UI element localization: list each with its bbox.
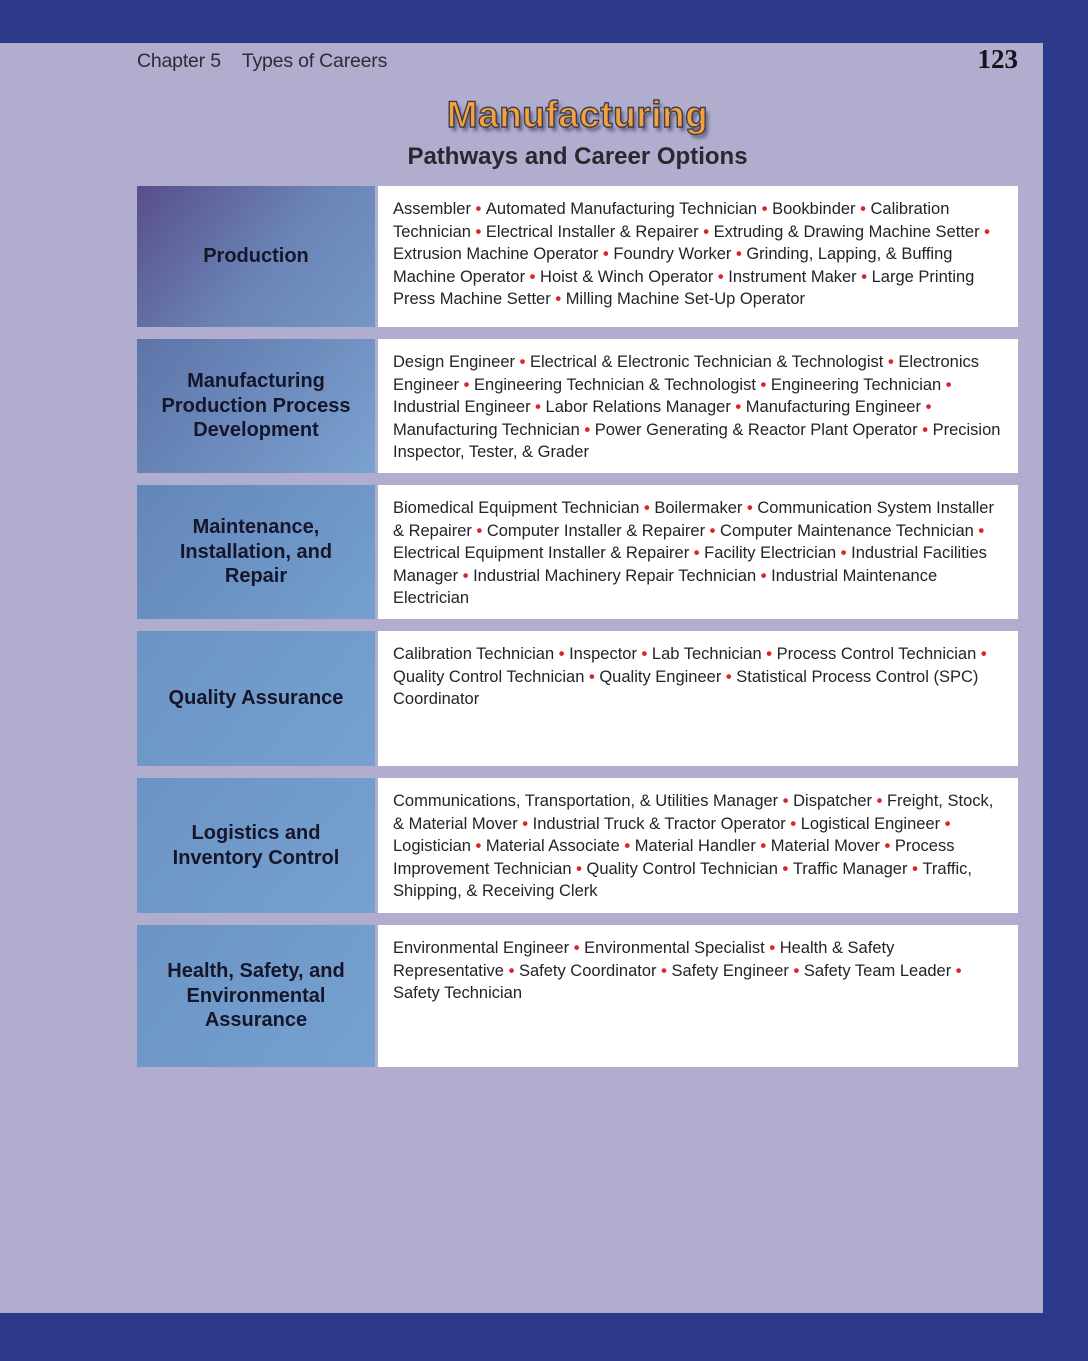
career-item: Industrial Truck & Tractor Operator [532, 814, 786, 833]
bullet-separator: • [777, 859, 793, 878]
pathway-row [137, 631, 1018, 766]
bullet-separator: • [764, 939, 780, 957]
bullet-separator: • [742, 499, 758, 517]
careers-text [393, 643, 1004, 711]
bottom-border-band [0, 1313, 1088, 1361]
pathway-row [137, 778, 1018, 913]
career-item: Environmental Specialist [584, 939, 765, 957]
pathway-cell [137, 186, 375, 327]
career-item: Process Control Technician [776, 645, 977, 663]
pathway-row [137, 339, 1018, 473]
career-item: Biomedical Equipment Technician [393, 499, 640, 517]
career-item: Foundry Worker [613, 245, 732, 263]
bullet-separator: • [856, 267, 872, 286]
bullet-separator: • [976, 645, 987, 663]
bullet-separator: • [470, 222, 486, 241]
bullet-separator: • [636, 645, 652, 663]
career-item: Lab Technician [651, 645, 762, 663]
bullet-separator: • [639, 499, 655, 517]
bullet-separator: • [721, 667, 737, 686]
careers-text [393, 937, 1004, 1005]
bullet-separator: • [785, 814, 801, 833]
bullet-separator: • [883, 353, 899, 371]
career-item: Industrial Maintenance Electrician [393, 566, 938, 607]
page-number: 123 [977, 44, 1018, 74]
bullet-separator: • [713, 267, 729, 286]
bullet-separator: • [731, 245, 747, 263]
bullet-separator: • [940, 814, 951, 833]
career-item: Computer Maintenance Technician [720, 521, 974, 540]
bullet-separator: • [761, 645, 777, 663]
career-item: Industrial Facilities Manager [393, 544, 987, 585]
career-item: Communication System Installer & Repairer [393, 499, 994, 540]
career-item: Freight, Stock, & Material Mover [393, 792, 994, 833]
pathway-label: Logistics and Inventory Control [172, 821, 340, 869]
career-item: Labor Relations Manager [545, 398, 731, 416]
bullet-separator: • [778, 792, 794, 810]
pathway-cell [137, 778, 375, 913]
careers-cell [378, 631, 1018, 766]
bullet-separator: • [470, 837, 486, 855]
page-title: Manufacturing [446, 94, 709, 135]
career-item: Precision Inspector, Tester, & Grader [393, 420, 1001, 461]
career-item: Electronics Engineer [393, 353, 980, 394]
careers-cell [378, 485, 1018, 619]
right-border-band [1043, 0, 1088, 1361]
bullet-separator: • [756, 566, 772, 585]
career-item: Safety Coordinator [518, 961, 657, 980]
bullet-separator: • [979, 222, 990, 241]
career-item: Electrical Installer & Repairer [485, 222, 699, 241]
career-item: Communications, Transportation, & Utilities Manager [393, 792, 779, 810]
bullet-separator: • [525, 267, 541, 286]
career-item: Process Improvement Technician [393, 837, 955, 878]
career-item: Material Associate [485, 837, 620, 855]
pathway-cell [137, 631, 375, 766]
bullet-separator: • [530, 398, 546, 416]
career-item: Bookbinder [772, 200, 856, 218]
bullet-separator: • [598, 245, 614, 263]
career-item: Design Engineer [393, 353, 515, 371]
career-item: Engineering Technician & Technologist [474, 375, 756, 394]
page-subtitle: Pathways and Career Options [407, 143, 748, 170]
bullet-separator: • [788, 961, 804, 980]
page-header [137, 50, 1018, 73]
career-item: Electrical & Electronic Technician & Technologist [529, 353, 884, 371]
careers-cell [378, 339, 1018, 473]
bullet-separator: • [757, 200, 773, 218]
pathway-label: Maintenance, Installation, and Repair [179, 515, 333, 588]
career-item: Industrial Engineer [393, 398, 531, 416]
bullet-separator: • [503, 961, 519, 980]
bullet-separator: • [569, 939, 585, 957]
career-item: Hoist & Winch Operator [540, 267, 714, 286]
bullet-separator: • [517, 814, 533, 833]
bullet-separator: • [755, 837, 771, 855]
chapter-label: Chapter 5 [137, 50, 221, 72]
bullet-separator: • [836, 544, 852, 562]
bullet-separator: • [584, 667, 600, 686]
careers-cell [378, 925, 1018, 1067]
career-item: Extrusion Machine Operator [393, 245, 599, 263]
pathway-cell [137, 485, 375, 619]
career-item: Statistical Process Control (SPC) Coordinator [393, 667, 979, 708]
career-item: Safety Engineer [671, 961, 789, 980]
career-item: Engineering Technician [770, 375, 942, 394]
career-item: Extruding & Drawing Machine Setter [713, 222, 980, 241]
pathway-label: Production [203, 245, 309, 268]
career-item: Computer Installer & Repairer [486, 521, 706, 540]
career-item: Boilermaker [654, 499, 743, 517]
bullet-separator: • [855, 200, 871, 218]
career-item: Safety Team Leader [803, 961, 952, 980]
careers-text [393, 497, 1004, 610]
bullet-separator: • [459, 375, 475, 394]
pathway-row [137, 925, 1018, 1067]
pathway-row [137, 186, 1018, 327]
bullet-separator: • [920, 398, 932, 416]
career-item: Power Generating & Reactor Plant Operator [594, 420, 918, 439]
career-item: Material Handler [634, 837, 756, 855]
bullet-separator: • [917, 420, 933, 439]
career-item: Instrument Maker [728, 267, 857, 286]
bullet-separator: • [872, 792, 887, 810]
career-item: Large Printing Press Machine Setter [393, 267, 975, 308]
career-item: Logistical Engineer [800, 814, 941, 833]
pathway-label: Manufacturing Production Process Development [161, 369, 351, 442]
career-item: Calibration Technician [393, 645, 555, 663]
pathway-cell [137, 339, 375, 473]
career-item: Manufacturing Engineer [745, 398, 921, 416]
bullet-separator: • [689, 544, 705, 562]
bullet-separator: • [550, 290, 566, 308]
career-item: Milling Machine Set-Up Operator [565, 290, 806, 308]
pathway-row [137, 485, 1018, 619]
career-item: Traffic, Shipping, & Receiving Clerk [393, 859, 972, 900]
career-item: Assembler [393, 200, 471, 218]
career-item: Electrical Equipment Installer & Repairer [393, 544, 690, 562]
pathway-label: Health, Safety, and Environmental Assurance [167, 959, 345, 1032]
career-item: Quality Control Technician [393, 667, 585, 686]
career-item: Inspector [569, 645, 637, 663]
career-item: Material Mover [770, 837, 880, 855]
career-item: Safety Technician [393, 984, 523, 1002]
bullet-separator: • [907, 859, 923, 878]
career-item: Grinding, Lapping, & Buffing Machine Operator [393, 245, 953, 286]
pathway-table [137, 186, 1018, 1079]
careers-cell [378, 186, 1018, 327]
bullet-separator: • [515, 353, 530, 371]
bullet-separator: • [470, 200, 486, 218]
career-item: Traffic Manager [792, 859, 908, 878]
bullet-separator: • [879, 837, 895, 855]
bullet-separator: • [554, 645, 570, 663]
career-item: Facility Electrician [704, 544, 837, 562]
bullet-separator: • [458, 566, 474, 585]
career-item: Industrial Machinery Repair Technician [473, 566, 757, 585]
career-item: Logistician [393, 837, 471, 855]
section-label: Types of Careers [241, 50, 388, 72]
bullet-separator: • [705, 521, 721, 540]
careers-cell [378, 778, 1018, 913]
pathway-cell [137, 925, 375, 1067]
career-item: Calibration Technician [393, 200, 950, 241]
bullet-separator: • [941, 375, 952, 394]
bullet-separator: • [471, 521, 487, 540]
careers-text [393, 790, 1004, 903]
bullet-separator: • [973, 521, 985, 540]
career-item: Quality Engineer [599, 667, 722, 686]
bullet-separator: • [656, 961, 672, 980]
pathway-label: Quality Assurance [168, 687, 344, 710]
bullet-separator: • [730, 398, 746, 416]
career-item: Health & Safety Representative [393, 939, 895, 980]
bullet-separator: • [571, 859, 587, 878]
career-item: Environmental Engineer [393, 939, 570, 957]
bullet-separator: • [951, 961, 962, 980]
bullet-separator: • [698, 222, 714, 241]
bullet-separator: • [579, 420, 595, 439]
career-item: Dispatcher [793, 792, 872, 810]
careers-text [393, 351, 1004, 464]
bullet-separator: • [619, 837, 635, 855]
career-item: Automated Manufacturing Technician [485, 200, 758, 218]
career-item: Quality Control Technician [586, 859, 778, 878]
career-item: Manufacturing Technician [393, 420, 580, 439]
bullet-separator: • [755, 375, 771, 394]
careers-text [393, 198, 1004, 311]
top-border-band [0, 0, 1088, 43]
